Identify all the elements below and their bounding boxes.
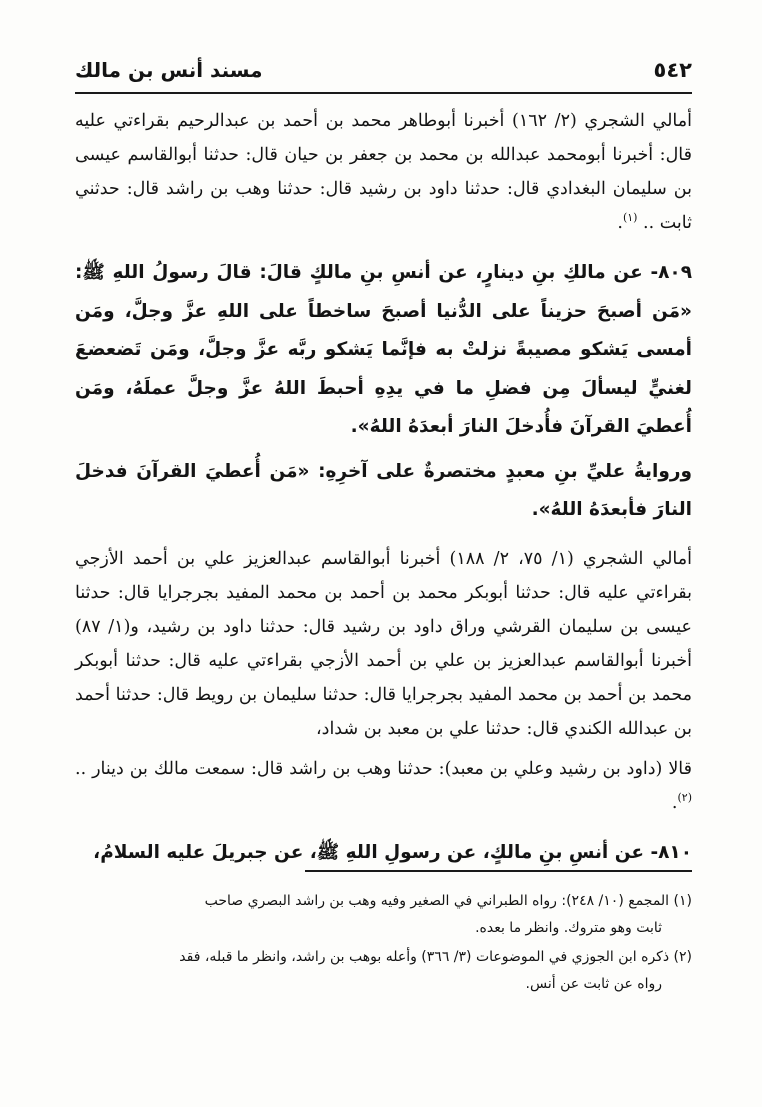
main-text	[75, 104, 692, 872]
footnote-2	[75, 944, 692, 998]
footnote-1	[75, 888, 692, 942]
footnote-1-continuation: ثابت وهو متروك. وانظر ما بعده.	[475, 920, 662, 936]
footnote-1-text: المجمع (١٠/ ٢٤٨): رواه الطبراني في الصغير وفيه وهب بن راشد البصري صاحب	[204, 893, 670, 909]
source-paragraph-3: قالا (داود بن رشيد وعلي بن معبد): حدثنا وهب بن راشد قال: سمعت مالك بن دينار .. $^{(٢)}$.	[75, 758, 692, 813]
hadith-809: ٨٠٩- عن مالكِ بنِ دينارٍ، عن أنسِ بنِ مالكٍ قالَ: قالَ رسولُ اللهِ ﷺ: «مَن أصبحَ حزيناً على الدُّنيا أصبحَ ساخطاً على اللهِ عزَّ وجلَّ، ومَن أمسى يَشكو مصيبةً نزلتْ به فإنَّما يَشكو ربَّه عزَّ وجلَّ، ومَن تَضعضعَ لغنيٍّ ليسألَ مِن فضلِ ما في يدِهِ أحبطَ اللهُ عزَّ وجلَّ عملَهُ، ومَن أُعطيَ القرآنَ فأُدخلَ النارَ أبعدَهُ اللهُ».	[75, 262, 692, 437]
book-title: مسند أنس بن مالك	[75, 58, 263, 82]
source-paragraph-2: أمالي الشجري (١/ ٧٥، ٢/ ١٨٨) أخبرنا أبوالقاسم عبدالعزيز علي بن أحمد الأزجي بقراءتي عليه قال: حدثنا أبوبكر محمد بن أحمد بن محمد المفيد بجرجرايا قال: حدثنا عيسى بن سليمان القرشي وراق داود بن رشيد قال: حدثنا داود بن رشيد، و(١/ ٨٧) أخبرنا أبوالقاسم عبدالعزيز بن علي بن أحمد الأزجي بقراءتي عليه قال: حدثنا أبوبكر محمد بن أحمد بن محمد المفيد بجرجرايا قال: حدثنا سليمان بن رويط قال: حدثنا أحمد بن عبدالله الكندي قال: حدثنا علي بن معبد بن شداد،	[75, 548, 692, 739]
footnote-2-number: (٢)	[673, 949, 692, 965]
running-header	[75, 58, 692, 94]
footnote-ref-1[interactable]: (١)	[622, 211, 638, 225]
footnote-2-continuation: رواه عن ثابت عن أنس.	[525, 976, 662, 992]
footnote-2-text: ذكره ابن الجوزي في الموضوعات (٣/ ٣٦٦) وأعله بوهب بن راشد، وانظر ما قبله، فقد	[179, 949, 670, 965]
footnotes	[75, 888, 692, 1000]
narration-note: وروايةُ عليِّ بنِ معبدٍ مختصرةٌ على آخرِهِ: «مَن أُعطيَ القرآنَ فدخلَ النارَ فأبعدَهُ اللهُ».	[75, 460, 692, 520]
page-number: ٥٤٢	[653, 58, 692, 82]
footnote-divider	[305, 870, 692, 872]
source-paragraph-1: أمالي الشجري (٢/ ١٦٢) أخبرنا أبوطاهر محمد بن أحمد بن عبدالرحيم بقراءتي عليه قال: أخبرنا أبومحمد عبدالله بن محمد بن جعفر بن حيان قال: حدثنا أبوالقاسم عيسى بن سليمان البغدادي قال: حدثنا داود بن رشيد قال: حدثنا وهب بن راشد قال: حدثني ثابت .. $^{(١)}$.	[75, 111, 692, 233]
footnote-1-number: (١)	[673, 893, 692, 909]
hadith-810: ٨١٠- عن أنسِ بنِ مالكٍ، عن رسولِ اللهِ ﷺ، عن جبريلَ عليه السلامُ،	[93, 841, 692, 863]
footnote-ref-2[interactable]: (٢)	[677, 790, 692, 804]
